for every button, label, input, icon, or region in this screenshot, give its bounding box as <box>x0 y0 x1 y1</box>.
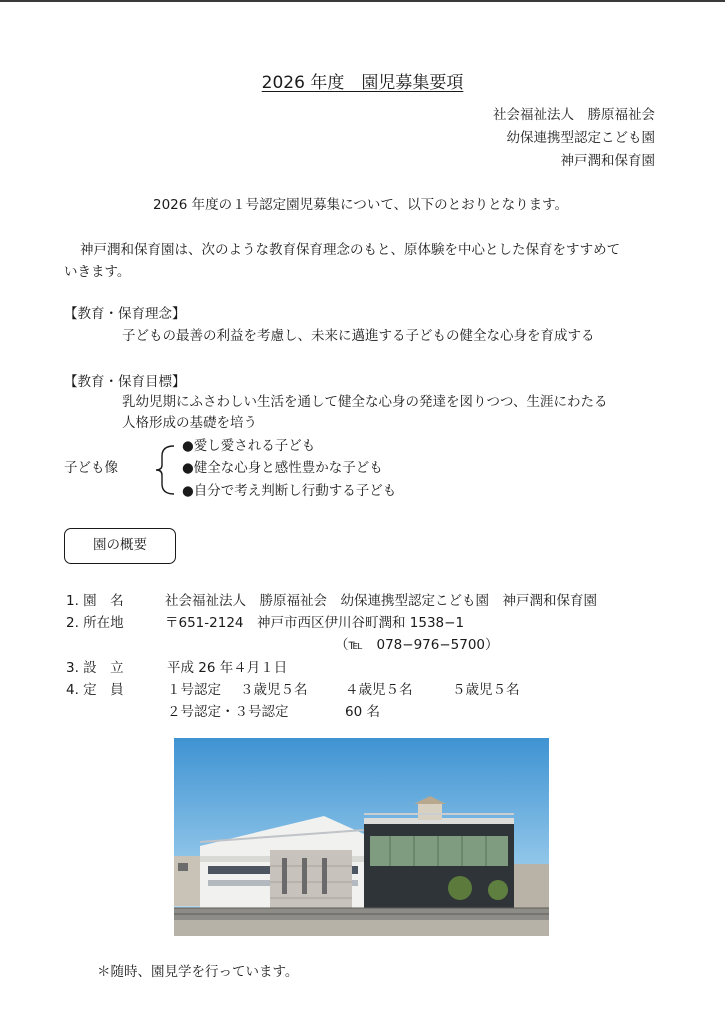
goals-line-1: 乳幼児期にふさわしい生活を通して健全な心身の発達を図りつつ、生涯にわたる <box>122 394 608 410</box>
child-image-item: ●愛し愛される子ども <box>182 438 316 454</box>
scan-edge <box>0 0 725 2</box>
goals-line-2: 人格形成の基礎を培う <box>122 415 257 431</box>
capacity-type-2: ２号認定・３号認定 <box>167 704 289 720</box>
overview-name-value: 社会福祉法人 勝原福祉会 幼保連携型認定こども園 神戸潤和保育園 <box>165 593 597 609</box>
capacity-count-2: 60 名 <box>345 704 380 720</box>
brace-icon <box>154 444 178 496</box>
overview-name-label: 1. 園 名 <box>66 593 124 609</box>
child-image-item: ●健全な心身と感性豊かな子ども <box>182 460 383 476</box>
philosophy-text: 子どもの最善の利益を考慮し、未来に邁進する子どもの健全な心身を育成する <box>122 328 595 344</box>
overview-founded-label: 3. 設 立 <box>66 660 124 676</box>
issuer-facility-type: 幼保連携型認定こども園 <box>506 130 655 146</box>
overview-telephone: （℡ 078−976−5700） <box>335 637 499 653</box>
overview-address-value: 〒651-2124 神戸市西区伊川谷町潤和 1538−1 <box>165 615 465 631</box>
philosophy-heading: 【教育・保育理念】 <box>64 306 186 322</box>
capacity-age-3: ３歳児５名 <box>240 682 308 698</box>
overview-capacity-label: 4. 定 員 <box>66 682 124 698</box>
issuer-school-name: 神戸潤和保育園 <box>560 153 655 169</box>
capacity-type-1: １号認定 <box>167 682 221 698</box>
goals-heading: 【教育・保育目標】 <box>64 374 186 390</box>
intro-line: 2026 年度の１号認定園児募集について、以下のとおりとなります。 <box>153 197 569 213</box>
overview-address-label: 2. 所在地 <box>66 615 124 631</box>
page-title: 2026 年度 園児募集要項 <box>261 73 464 93</box>
description-line-2: いきます。 <box>64 264 131 280</box>
visit-note: ＊随時、園見学を行っています。 <box>97 964 299 980</box>
overview-founded-value: 平成 26 年４月１日 <box>167 660 288 676</box>
capacity-age-4: ４歳児５名 <box>345 682 413 698</box>
capacity-age-5: ５歳児５名 <box>452 682 520 698</box>
issuer-corporation: 社会福祉法人 勝原福祉会 <box>493 107 655 123</box>
overview-heading-box: 園の概要 <box>64 528 176 564</box>
building-photo <box>174 738 549 936</box>
child-image-label: 子ども像 <box>64 460 118 476</box>
description-line-1: 神戸潤和保育園は、次のような教育保育理念のもと、原体験を中心とした保育をすすめて <box>80 242 621 258</box>
child-image-item: ●自分で考え判断し行動する子ども <box>182 483 397 499</box>
